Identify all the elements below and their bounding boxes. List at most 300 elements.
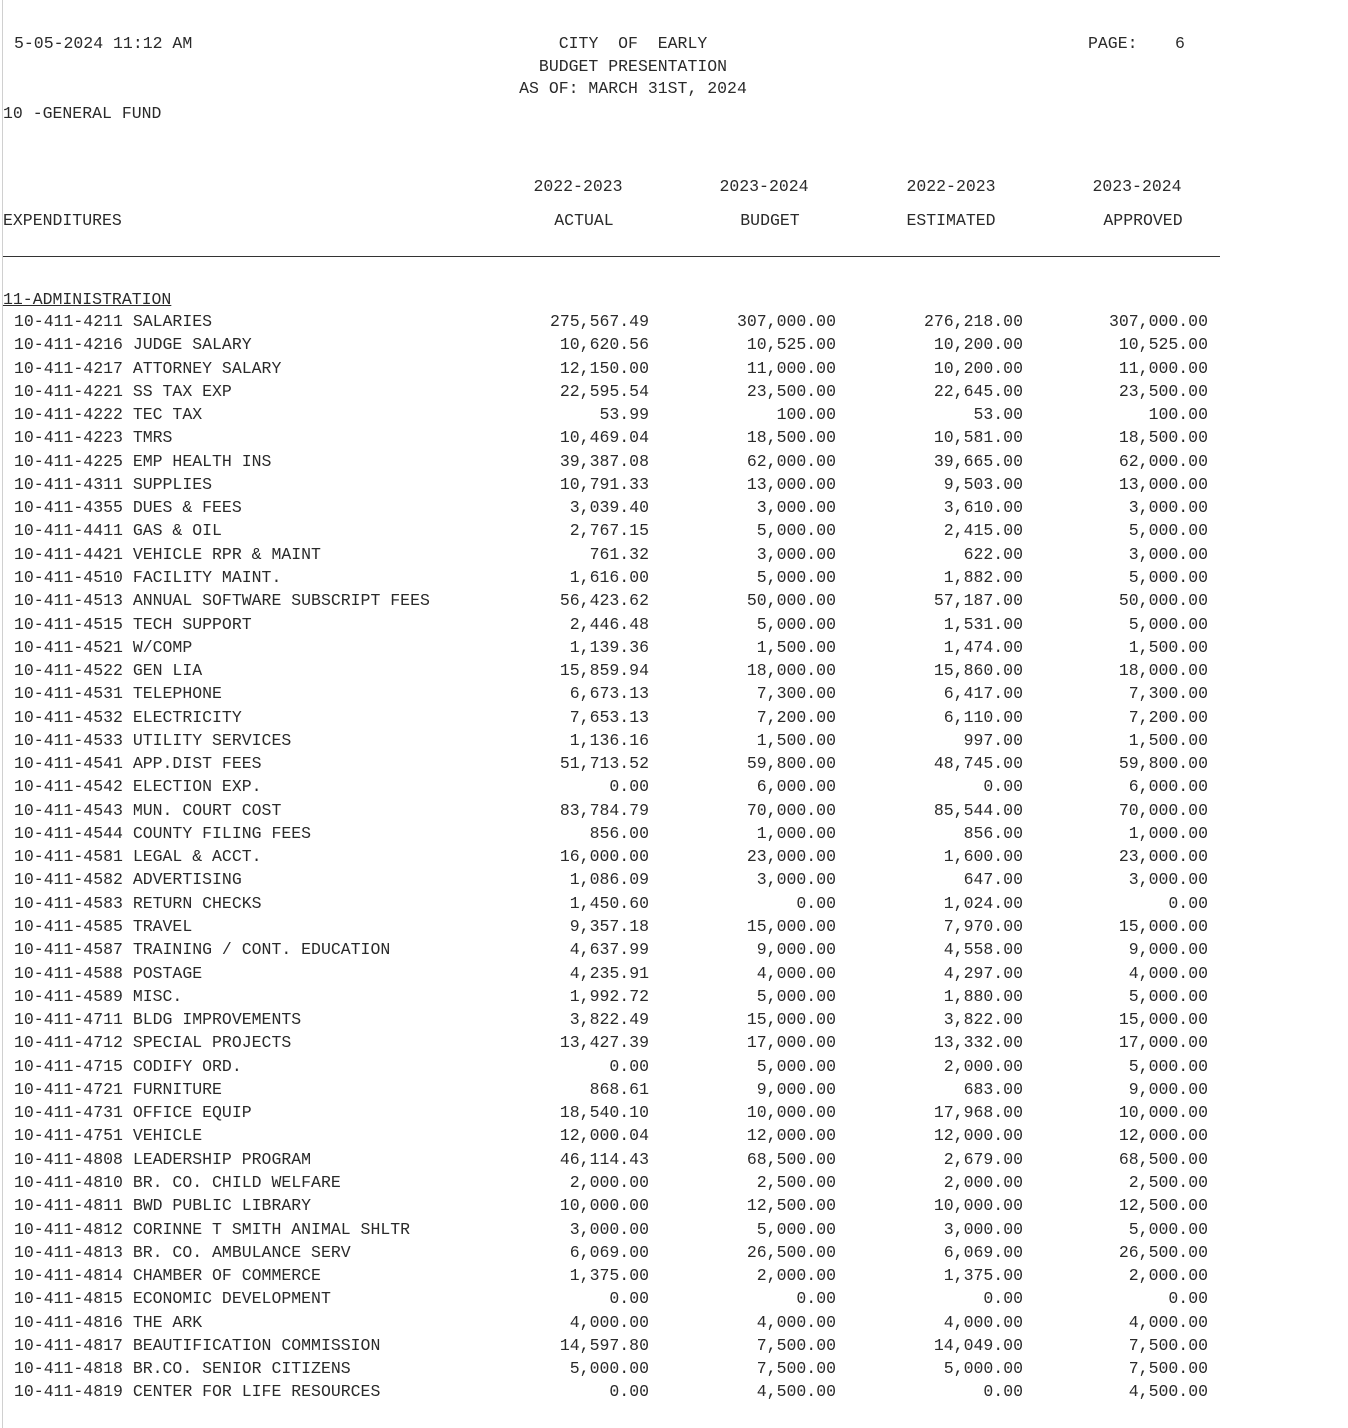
table-row [0, 615, 1348, 635]
table-row [0, 1313, 1348, 1333]
actual-cell: 2,446.48 [569, 615, 649, 634]
table-row [0, 801, 1348, 821]
estimated-cell: 53.00 [973, 405, 1023, 424]
table-row [0, 1057, 1348, 1077]
report-title-as-of: AS OF: MARCH 31ST, 2024 [519, 79, 747, 98]
actual-cell: 3,000.00 [569, 1220, 649, 1239]
approved-cell: 7,500.00 [1128, 1359, 1208, 1378]
approved-cell: 10,525.00 [1118, 335, 1208, 354]
account-cell: 10-411-4223 TMRS [14, 428, 173, 447]
approved-cell: 17,000.00 [1118, 1033, 1208, 1052]
estimated-cell: 4,558.00 [943, 940, 1023, 959]
approved-cell: 26,500.00 [1118, 1243, 1208, 1262]
table-row [0, 1173, 1348, 1193]
approved-cell: 7,300.00 [1128, 684, 1208, 703]
account-cell: 10-411-4581 LEGAL & ACCT. [14, 847, 262, 866]
approved-cell: 62,000.00 [1118, 452, 1208, 471]
account-cell: 10-411-4731 OFFICE EQUIP [14, 1103, 252, 1122]
budget-cell: 5,000.00 [756, 615, 836, 634]
budget-cell: 70,000.00 [746, 801, 836, 820]
approved-cell: 23,500.00 [1118, 382, 1208, 401]
account-cell: 10-411-4543 MUN. COURT COST [14, 801, 282, 820]
budget-cell: 2,500.00 [756, 1173, 836, 1192]
actual-cell: 1,375.00 [569, 1266, 649, 1285]
row-header-expenditures: EXPENDITURES [3, 211, 122, 230]
approved-cell: 12,000.00 [1118, 1126, 1208, 1145]
approved-cell: 5,000.00 [1128, 1057, 1208, 1076]
estimated-cell: 0.00 [983, 777, 1023, 796]
page-label: PAGE: [1088, 34, 1138, 53]
account-cell: 10-411-4221 SS TAX EXP [14, 382, 232, 401]
account-cell: 10-411-4411 GAS & OIL [14, 521, 222, 540]
budget-cell: 9,000.00 [756, 940, 836, 959]
table-row [0, 568, 1348, 588]
account-cell: 10-411-4216 JUDGE SALARY [14, 335, 252, 354]
budget-cell: 15,000.00 [746, 1010, 836, 1029]
budget-cell: 18,500.00 [746, 428, 836, 447]
table-row [0, 731, 1348, 751]
budget-cell: 1,000.00 [756, 824, 836, 843]
table-row [0, 1243, 1348, 1263]
actual-cell: 3,039.40 [569, 498, 649, 517]
approved-cell: 2,000.00 [1128, 1266, 1208, 1285]
account-cell: 10-411-4225 EMP HEALTH INS [14, 452, 272, 471]
actual-cell: 4,637.99 [569, 940, 649, 959]
estimated-cell: 1,531.00 [943, 615, 1023, 634]
table-row [0, 964, 1348, 984]
budget-cell: 12,500.00 [746, 1196, 836, 1215]
actual-cell: 14,597.80 [559, 1336, 649, 1355]
estimated-cell: 2,415.00 [943, 521, 1023, 540]
table-row [0, 894, 1348, 914]
approved-cell: 9,000.00 [1128, 940, 1208, 959]
budget-cell: 2,000.00 [756, 1266, 836, 1285]
estimated-cell: 12,000.00 [933, 1126, 1023, 1145]
account-cell: 10-411-4588 POSTAGE [14, 964, 203, 983]
actual-cell: 0.00 [609, 1382, 649, 1401]
budget-cell: 9,000.00 [756, 1080, 836, 1099]
account-cell: 10-411-4711 BLDG IMPROVEMENTS [14, 1010, 302, 1029]
report-title-city: CITY OF EARLY [558, 34, 708, 53]
estimated-cell: 2,679.00 [943, 1150, 1023, 1169]
estimated-cell: 1,024.00 [943, 894, 1023, 913]
account-cell: 10-411-4810 BR. CO. CHILD WELFARE [14, 1173, 341, 1192]
table-row [0, 870, 1348, 890]
approved-cell: 18,500.00 [1118, 428, 1208, 447]
actual-cell: 46,114.43 [559, 1150, 649, 1169]
approved-cell: 1,000.00 [1128, 824, 1208, 843]
approved-cell: 9,000.00 [1128, 1080, 1208, 1099]
budget-cell: 4,000.00 [756, 964, 836, 983]
budget-cell: 11,000.00 [746, 359, 836, 378]
estimated-cell: 48,745.00 [933, 754, 1023, 773]
budget-cell: 26,500.00 [746, 1243, 836, 1262]
approved-cell: 3,000.00 [1128, 498, 1208, 517]
table-row [0, 1359, 1348, 1379]
actual-cell: 18,540.10 [559, 1103, 649, 1122]
actual-cell: 4,235.91 [569, 964, 649, 983]
estimated-cell: 4,000.00 [943, 1313, 1023, 1332]
table-row [0, 312, 1348, 332]
approved-cell: 15,000.00 [1118, 1010, 1208, 1029]
approved-cell: 2,500.00 [1128, 1173, 1208, 1192]
account-cell: 10-411-4751 VEHICLE [14, 1126, 203, 1145]
budget-cell: 12,000.00 [746, 1126, 836, 1145]
actual-cell: 1,616.00 [569, 568, 649, 587]
estimated-cell: 1,600.00 [943, 847, 1023, 866]
account-cell: 10-411-4585 TRAVEL [14, 917, 193, 936]
estimated-cell: 3,610.00 [943, 498, 1023, 517]
account-cell: 10-411-4521 W/COMP [14, 638, 193, 657]
account-cell: 10-411-4513 ANNUAL SOFTWARE SUBSCRIPT FEES [14, 591, 430, 610]
table-row [0, 661, 1348, 681]
account-cell: 10-411-4544 COUNTY FILING FEES [14, 824, 312, 843]
approved-cell: 18,000.00 [1118, 661, 1208, 680]
table-row [0, 1103, 1348, 1123]
estimated-cell: 57,187.00 [933, 591, 1023, 610]
estimated-cell: 1,474.00 [943, 638, 1023, 657]
estimated-cell: 10,000.00 [933, 1196, 1023, 1215]
approved-cell: 59,800.00 [1118, 754, 1208, 773]
account-cell: 10-411-4817 BEAUTIFICATION COMMISSION [14, 1336, 381, 1355]
estimated-cell: 4,297.00 [943, 964, 1023, 983]
table-row [0, 382, 1348, 402]
table-row [0, 335, 1348, 355]
actual-cell: 51,713.52 [559, 754, 649, 773]
table-row [0, 847, 1348, 867]
budget-cell: 5,000.00 [756, 568, 836, 587]
table-row [0, 638, 1348, 658]
estimated-cell: 2,000.00 [943, 1057, 1023, 1076]
account-cell: 10-411-4583 RETURN CHECKS [14, 894, 262, 913]
estimated-cell: 7,970.00 [943, 917, 1023, 936]
actual-cell: 7,653.13 [569, 708, 649, 727]
budget-cell: 5,000.00 [756, 987, 836, 1006]
budget-cell: 6,000.00 [756, 777, 836, 796]
budget-cell: 23,000.00 [746, 847, 836, 866]
estimated-cell: 85,544.00 [933, 801, 1023, 820]
actual-cell: 10,791.33 [559, 475, 649, 494]
table-row [0, 1336, 1348, 1356]
actual-cell: 2,000.00 [569, 1173, 649, 1192]
col-year-estimated: 2022-2023 [906, 177, 996, 196]
table-row [0, 428, 1348, 448]
actual-cell: 0.00 [609, 1057, 649, 1076]
actual-cell: 53.99 [599, 405, 649, 424]
budget-cell: 1,500.00 [756, 638, 836, 657]
approved-cell: 4,000.00 [1128, 964, 1208, 983]
estimated-cell: 9,503.00 [943, 475, 1023, 494]
budget-cell: 100.00 [776, 405, 836, 424]
account-cell: 10-411-4819 CENTER FOR LIFE RESOURCES [14, 1382, 381, 1401]
table-row [0, 359, 1348, 379]
table-row [0, 940, 1348, 960]
table-row [0, 987, 1348, 1007]
account-cell: 10-411-4812 CORINNE T SMITH ANIMAL SHLTR [14, 1220, 411, 1239]
approved-cell: 50,000.00 [1118, 591, 1208, 610]
table-row [0, 754, 1348, 774]
account-cell: 10-411-4813 BR. CO. AMBULANCE SERV [14, 1243, 351, 1262]
actual-cell: 4,000.00 [569, 1313, 649, 1332]
table-row [0, 824, 1348, 844]
table-row [0, 1010, 1348, 1030]
actual-cell: 0.00 [609, 1289, 649, 1308]
budget-cell: 7,200.00 [756, 708, 836, 727]
col-label-approved: APPROVED [1103, 211, 1183, 230]
actual-cell: 5,000.00 [569, 1359, 649, 1378]
account-cell: 10-411-4589 MISC. [14, 987, 183, 1006]
approved-cell: 68,500.00 [1118, 1150, 1208, 1169]
account-cell: 10-411-4811 BWD PUBLIC LIBRARY [14, 1196, 312, 1215]
page-number: 6 [1175, 34, 1185, 53]
account-cell: 10-411-4217 ATTORNEY SALARY [14, 359, 282, 378]
actual-cell: 1,139.36 [569, 638, 649, 657]
budget-cell: 18,000.00 [746, 661, 836, 680]
budget-cell: 5,000.00 [756, 1220, 836, 1239]
actual-cell: 6,069.00 [569, 1243, 649, 1262]
table-row [0, 1266, 1348, 1286]
approved-cell: 7,500.00 [1128, 1336, 1208, 1355]
actual-cell: 12,000.04 [559, 1126, 649, 1145]
actual-cell: 83,784.79 [559, 801, 649, 820]
approved-cell: 5,000.00 [1128, 568, 1208, 587]
budget-cell: 13,000.00 [746, 475, 836, 494]
budget-cell: 1,500.00 [756, 731, 836, 750]
estimated-cell: 3,822.00 [943, 1010, 1023, 1029]
table-row [0, 475, 1348, 495]
estimated-cell: 6,069.00 [943, 1243, 1023, 1262]
estimated-cell: 3,000.00 [943, 1220, 1023, 1239]
account-cell: 10-411-4816 THE ARK [14, 1313, 203, 1332]
approved-cell: 5,000.00 [1128, 615, 1208, 634]
account-cell: 10-411-4211 SALARIES [14, 312, 213, 331]
approved-cell: 1,500.00 [1128, 731, 1208, 750]
account-cell: 10-411-4721 FURNITURE [14, 1080, 222, 1099]
account-cell: 10-411-4533 UTILITY SERVICES [14, 731, 292, 750]
account-cell: 10-411-4808 LEADERSHIP PROGRAM [14, 1150, 312, 1169]
estimated-cell: 39,665.00 [933, 452, 1023, 471]
table-row [0, 1033, 1348, 1053]
table-row [0, 1080, 1348, 1100]
estimated-cell: 15,860.00 [933, 661, 1023, 680]
estimated-cell: 276,218.00 [923, 312, 1023, 331]
budget-cell: 4,000.00 [756, 1313, 836, 1332]
actual-cell: 0.00 [609, 777, 649, 796]
account-cell: 10-411-4355 DUES & FEES [14, 498, 242, 517]
fund-name: 10 -GENERAL FUND [3, 104, 162, 123]
approved-cell: 6,000.00 [1128, 777, 1208, 796]
approved-cell: 3,000.00 [1128, 545, 1208, 564]
account-cell: 10-411-4421 VEHICLE RPR & MAINT [14, 545, 321, 564]
table-row [0, 708, 1348, 728]
header-divider [3, 256, 1220, 257]
approved-cell: 5,000.00 [1128, 1220, 1208, 1239]
budget-cell: 23,500.00 [746, 382, 836, 401]
approved-cell: 0.00 [1168, 1289, 1208, 1308]
approved-cell: 307,000.00 [1108, 312, 1208, 331]
report-title-presentation: BUDGET PRESENTATION [538, 57, 728, 76]
budget-cell: 59,800.00 [746, 754, 836, 773]
budget-cell: 3,000.00 [756, 545, 836, 564]
actual-cell: 868.61 [589, 1080, 649, 1099]
approved-cell: 13,000.00 [1118, 475, 1208, 494]
estimated-cell: 1,880.00 [943, 987, 1023, 1006]
table-row [0, 1126, 1348, 1146]
estimated-cell: 683.00 [963, 1080, 1023, 1099]
estimated-cell: 14,049.00 [933, 1336, 1023, 1355]
actual-cell: 2,767.15 [569, 521, 649, 540]
table-row [0, 917, 1348, 937]
actual-cell: 12,150.00 [559, 359, 649, 378]
budget-cell: 62,000.00 [746, 452, 836, 471]
budget-cell: 0.00 [796, 894, 836, 913]
estimated-cell: 22,645.00 [933, 382, 1023, 401]
account-cell: 10-411-4815 ECONOMIC DEVELOPMENT [14, 1289, 331, 1308]
approved-cell: 12,500.00 [1118, 1196, 1208, 1215]
actual-cell: 39,387.08 [559, 452, 649, 471]
account-cell: 10-411-4582 ADVERTISING [14, 870, 242, 889]
estimated-cell: 1,375.00 [943, 1266, 1023, 1285]
approved-cell: 5,000.00 [1128, 521, 1208, 540]
estimated-cell: 647.00 [963, 870, 1023, 889]
estimated-cell: 997.00 [963, 731, 1023, 750]
budget-cell: 3,000.00 [756, 870, 836, 889]
actual-cell: 13,427.39 [559, 1033, 649, 1052]
estimated-cell: 5,000.00 [943, 1359, 1023, 1378]
estimated-cell: 13,332.00 [933, 1033, 1023, 1052]
table-row [0, 498, 1348, 518]
approved-cell: 15,000.00 [1118, 917, 1208, 936]
approved-cell: 70,000.00 [1118, 801, 1208, 820]
account-cell: 10-411-4818 BR.CO. SENIOR CITIZENS [14, 1359, 351, 1378]
approved-cell: 1,500.00 [1128, 638, 1208, 657]
table-row [0, 405, 1348, 425]
actual-cell: 9,357.18 [569, 917, 649, 936]
account-cell: 10-411-4814 CHAMBER OF COMMERCE [14, 1266, 321, 1285]
account-cell: 10-411-4531 TELEPHONE [14, 684, 222, 703]
actual-cell: 1,450.60 [569, 894, 649, 913]
budget-cell: 10,525.00 [746, 335, 836, 354]
budget-cell: 5,000.00 [756, 521, 836, 540]
approved-cell: 4,000.00 [1128, 1313, 1208, 1332]
actual-cell: 56,423.62 [559, 591, 649, 610]
approved-cell: 100.00 [1148, 405, 1208, 424]
actual-cell: 6,673.13 [569, 684, 649, 703]
approved-cell: 7,200.00 [1128, 708, 1208, 727]
table-row [0, 1150, 1348, 1170]
report-datetime: 5-05-2024 11:12 AM [14, 34, 193, 53]
col-label-budget: BUDGET [740, 211, 800, 230]
estimated-cell: 6,110.00 [943, 708, 1023, 727]
table-row [0, 684, 1348, 704]
approved-cell: 4,500.00 [1128, 1382, 1208, 1401]
budget-cell: 0.00 [796, 1289, 836, 1308]
account-cell: 10-411-4715 CODIFY ORD. [14, 1057, 242, 1076]
approved-cell: 10,000.00 [1118, 1103, 1208, 1122]
actual-cell: 856.00 [589, 824, 649, 843]
actual-cell: 10,469.04 [559, 428, 649, 447]
estimated-cell: 10,581.00 [933, 428, 1023, 447]
budget-cell: 68,500.00 [746, 1150, 836, 1169]
account-cell: 10-411-4510 FACILITY MAINT. [14, 568, 282, 587]
estimated-cell: 17,968.00 [933, 1103, 1023, 1122]
actual-cell: 16,000.00 [559, 847, 649, 866]
budget-cell: 3,000.00 [756, 498, 836, 517]
col-year-actual: 2022-2023 [533, 177, 623, 196]
table-row [0, 521, 1348, 541]
estimated-cell: 856.00 [963, 824, 1023, 843]
col-label-actual: ACTUAL [554, 211, 614, 230]
approved-cell: 11,000.00 [1118, 359, 1208, 378]
budget-cell: 50,000.00 [746, 591, 836, 610]
estimated-cell: 0.00 [983, 1382, 1023, 1401]
account-cell: 10-411-4542 ELECTION EXP. [14, 777, 262, 796]
budget-cell: 17,000.00 [746, 1033, 836, 1052]
table-row [0, 545, 1348, 565]
estimated-cell: 6,417.00 [943, 684, 1023, 703]
account-cell: 10-411-4515 TECH SUPPORT [14, 615, 252, 634]
account-cell: 10-411-4541 APP.DIST FEES [14, 754, 262, 773]
actual-cell: 1,086.09 [569, 870, 649, 889]
estimated-cell: 1,882.00 [943, 568, 1023, 587]
budget-cell: 7,500.00 [756, 1336, 836, 1355]
budget-cell: 7,300.00 [756, 684, 836, 703]
budget-cell: 307,000.00 [736, 312, 836, 331]
actual-cell: 1,136.16 [569, 731, 649, 750]
actual-cell: 1,992.72 [569, 987, 649, 1006]
approved-cell: 3,000.00 [1128, 870, 1208, 889]
actual-cell: 275,567.49 [549, 312, 649, 331]
budget-cell: 4,500.00 [756, 1382, 836, 1401]
approved-cell: 23,000.00 [1118, 847, 1208, 866]
estimated-cell: 0.00 [983, 1289, 1023, 1308]
table-row [0, 1220, 1348, 1240]
actual-cell: 10,000.00 [559, 1196, 649, 1215]
actual-cell: 22,595.54 [559, 382, 649, 401]
table-row [0, 591, 1348, 611]
account-cell: 10-411-4522 GEN LIA [14, 661, 203, 680]
col-year-budget: 2023-2024 [719, 177, 809, 196]
account-cell: 10-411-4587 TRAINING / CONT. EDUCATION [14, 940, 391, 959]
estimated-cell: 2,000.00 [943, 1173, 1023, 1192]
account-cell: 10-411-4532 ELECTRICITY [14, 708, 242, 727]
budget-cell: 7,500.00 [756, 1359, 836, 1378]
actual-cell: 10,620.56 [559, 335, 649, 354]
approved-cell: 5,000.00 [1128, 987, 1208, 1006]
table-row [0, 1382, 1348, 1402]
col-year-approved: 2023-2024 [1092, 177, 1182, 196]
table-row [0, 1289, 1348, 1309]
table-row [0, 777, 1348, 797]
estimated-cell: 10,200.00 [933, 335, 1023, 354]
section-title: 11-ADMINISTRATION [3, 290, 172, 309]
table-row [0, 1196, 1348, 1216]
actual-cell: 3,822.49 [569, 1010, 649, 1029]
budget-cell: 15,000.00 [746, 917, 836, 936]
estimated-cell: 10,200.00 [933, 359, 1023, 378]
account-cell: 10-411-4712 SPECIAL PROJECTS [14, 1033, 292, 1052]
estimated-cell: 622.00 [963, 545, 1023, 564]
col-label-estimated: ESTIMATED [906, 211, 996, 230]
budget-cell: 10,000.00 [746, 1103, 836, 1122]
account-cell: 10-411-4222 TEC TAX [14, 405, 203, 424]
approved-cell: 0.00 [1168, 894, 1208, 913]
account-cell: 10-411-4311 SUPPLIES [14, 475, 213, 494]
actual-cell: 15,859.94 [559, 661, 649, 680]
budget-cell: 5,000.00 [756, 1057, 836, 1076]
actual-cell: 761.32 [589, 545, 649, 564]
table-row [0, 452, 1348, 472]
